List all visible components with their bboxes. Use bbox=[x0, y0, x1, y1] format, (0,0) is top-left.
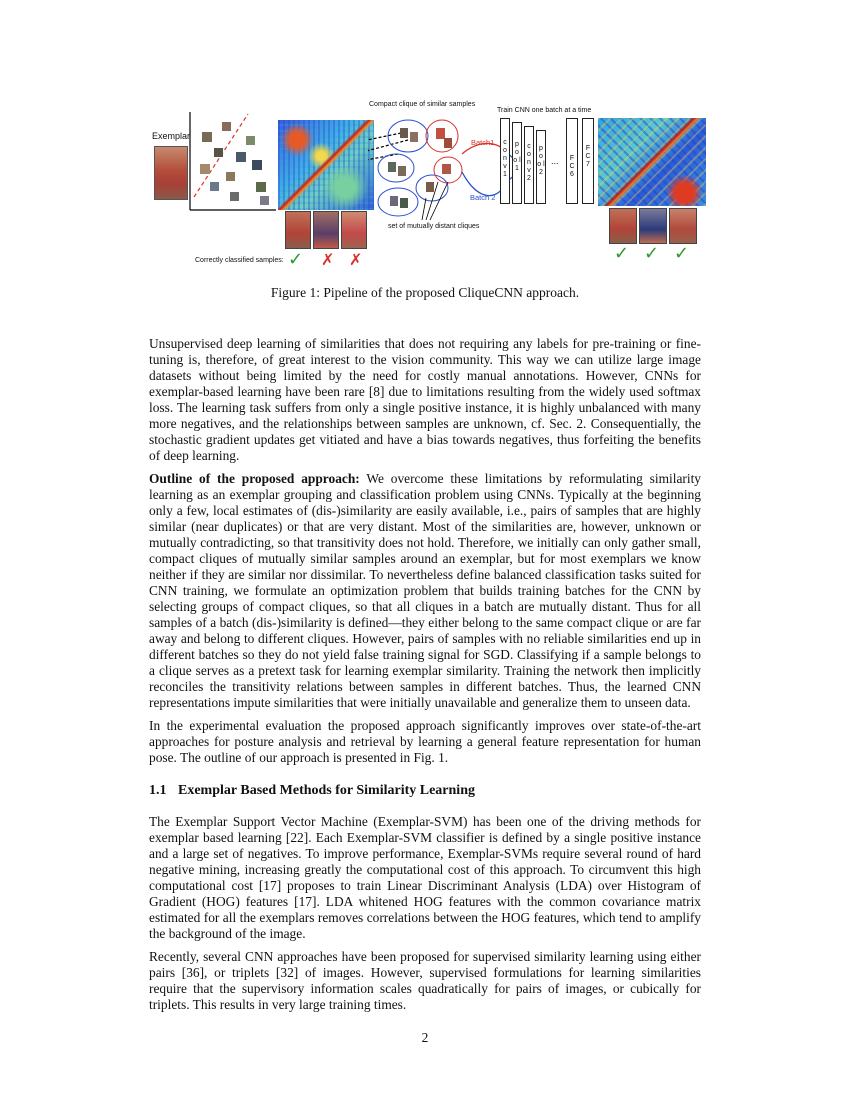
paragraph-4: The Exemplar Support Vector Machine (Exemplar-SVM) has been one of the driving methods for exemplar based learning [22]. Each Exemplar-SVM classifier is defined by a single positive instance and a large set of negatives. To improve performance, Exemplar-SVMs require several round of hard negative mining, increasing greatly the computational cost of this approach. To circumvent this high computational cost [17] proposes to train Linear Discriminant Analysis (LDA) over Histogram of Gradient (HOG) features [17]. LDA whitened HOG features with the common covariance matrix estimated for all the exemplars removes correlations between the HOG features, which tend to amplify the background of the image. bbox=[149, 814, 701, 941]
result-wrong-icon: ✗ bbox=[321, 250, 335, 269]
layer-ellipsis: ... bbox=[551, 156, 559, 166]
compact-clique-label: Compact clique of similar samples bbox=[369, 101, 476, 108]
result-correct-icon: ✓ bbox=[614, 243, 630, 264]
intro-text bbox=[149, 336, 701, 773]
exemplar-label: Exemplar bbox=[152, 131, 191, 141]
sample-thumb-left-2 bbox=[313, 211, 339, 249]
similarity-matrix-right bbox=[598, 118, 706, 206]
layer-conv2: c o n v 2 bbox=[524, 126, 534, 204]
sample-thumb-right-1 bbox=[609, 208, 637, 244]
sample-thumb-right-2 bbox=[639, 208, 667, 244]
figure-caption: Figure 1: Pipeline of the proposed CliqueCNN approach. bbox=[270, 285, 580, 300]
distant-cliques-label: set of mutually distant cliques bbox=[388, 223, 480, 230]
figure-1 bbox=[148, 98, 708, 278]
paragraph-1: Unsupervised deep learning of similarities that does not requiring any labels for pre-training or fine-tuning is, therefore, of great interest to the vision community. This way we can utilize large image datasets without being limited by the need for costly manual annotations. However, CNNs for exemplar-based learning have been rare [8] due to limitations resulting from the widely used softmax loss. The learning task suffers from only a single positive instance, it is highly unbalanced with many more negatives, and the relationships between samples are unknown, cf. Sec. 2. Consequentially, the stochastic gradient updates get vitiated and have a bias towards negatives, thus forfeiting the benefits of deep learning. bbox=[149, 336, 701, 463]
result-correct-icon: ✓ bbox=[644, 243, 660, 264]
layer-fc6: F C 6 bbox=[566, 118, 578, 204]
section-text bbox=[149, 814, 701, 1020]
paragraph-3: In the experimental evaluation the proposed approach significantly improves over state-of-the-art approaches for posture analysis and retrieval by learning a general feature representation for human pose. The outline of our approach is presented in Fig. 1. bbox=[149, 718, 701, 765]
paragraph-5: Recently, several CNN approaches have been proposed for supervised similarity learning using either pairs [36], or triplets [32] of images. However, supervised formulations for learning similarities require that the supervisory information scales quadratically for pairs of images, or cubically for triplets. This results in very large training times. bbox=[149, 949, 701, 1012]
exemplar-image bbox=[154, 146, 188, 200]
layer-conv1: c o n v 1 bbox=[500, 118, 510, 204]
sample-thumb-left-1 bbox=[285, 211, 311, 249]
paragraph-2 bbox=[149, 471, 701, 711]
page-number: 2 bbox=[421, 1030, 429, 1045]
section-number: 1.1 bbox=[149, 783, 167, 798]
sample-thumb-left-3 bbox=[341, 211, 367, 249]
sample-thumb-right-3 bbox=[669, 208, 697, 244]
paragraph-2-body: We overcome these limitations by reformulating similarity learning as an exemplar grouping and classification problem using CNNs. Typically at the beginning only a few, local estimates of (dis-)similarity are easily available, i.e., pairs of samples that are highly similar (near duplicates) or that are very distant. Most of the similarities are, however, unknown or mutually contradicting, so that transitivity does not hold. Therefore, we initially can only gather small, compact cliques of mutually similar samples around an exemplar, but for most exemplars we know neither if they are similar nor dissimilar. To nevertheless define balanced classification tasks suited for CNN training, we formulate an optimization problem that builds training batches for the CNN by selecting groups of compact cliques, so that all cliques in a batch are mutually distant. Thus for all samples of a batch (dis-)similarity is defined—they either belong to the same compact clique or are far away and belong to different cliques. However, pairs of samples with no reliable similarities end up in different batches so they do not yield false training signal for SGD. Classifying if a sample belongs to a clique serves as a pretext task for learning exemplar similarity. Training the network then implicitly reconciles the transitivity relations between samples in different batches. Thus, the learned CNN representations impute similarities that were initially unavailable and generalize them to unseen data. bbox=[149, 471, 701, 710]
scatter-plot bbox=[186, 112, 276, 212]
similarity-matrix-left bbox=[278, 120, 374, 210]
layer-pool2: p o o l 2 bbox=[536, 130, 546, 204]
section-title: Exemplar Based Methods for Similarity Learning bbox=[178, 783, 475, 798]
layer-fc7: F C 7 bbox=[582, 118, 594, 204]
result-wrong-icon: ✗ bbox=[349, 250, 363, 269]
batch2-label: Batch 2 bbox=[470, 193, 496, 202]
result-correct-icon: ✓ bbox=[288, 249, 304, 270]
result-correct-icon: ✓ bbox=[674, 243, 690, 264]
correct-label: Correctly classified samples: bbox=[195, 257, 284, 264]
paragraph-2-heading: Outline of the proposed approach: bbox=[149, 471, 360, 486]
layer-pool1: p o o l 1 bbox=[512, 122, 522, 204]
train-cnn-label: Train CNN one batch at a time bbox=[497, 107, 592, 114]
section-heading bbox=[149, 783, 475, 799]
clique-diagram bbox=[368, 110, 518, 230]
batch1-label: Batch1 bbox=[471, 138, 495, 147]
